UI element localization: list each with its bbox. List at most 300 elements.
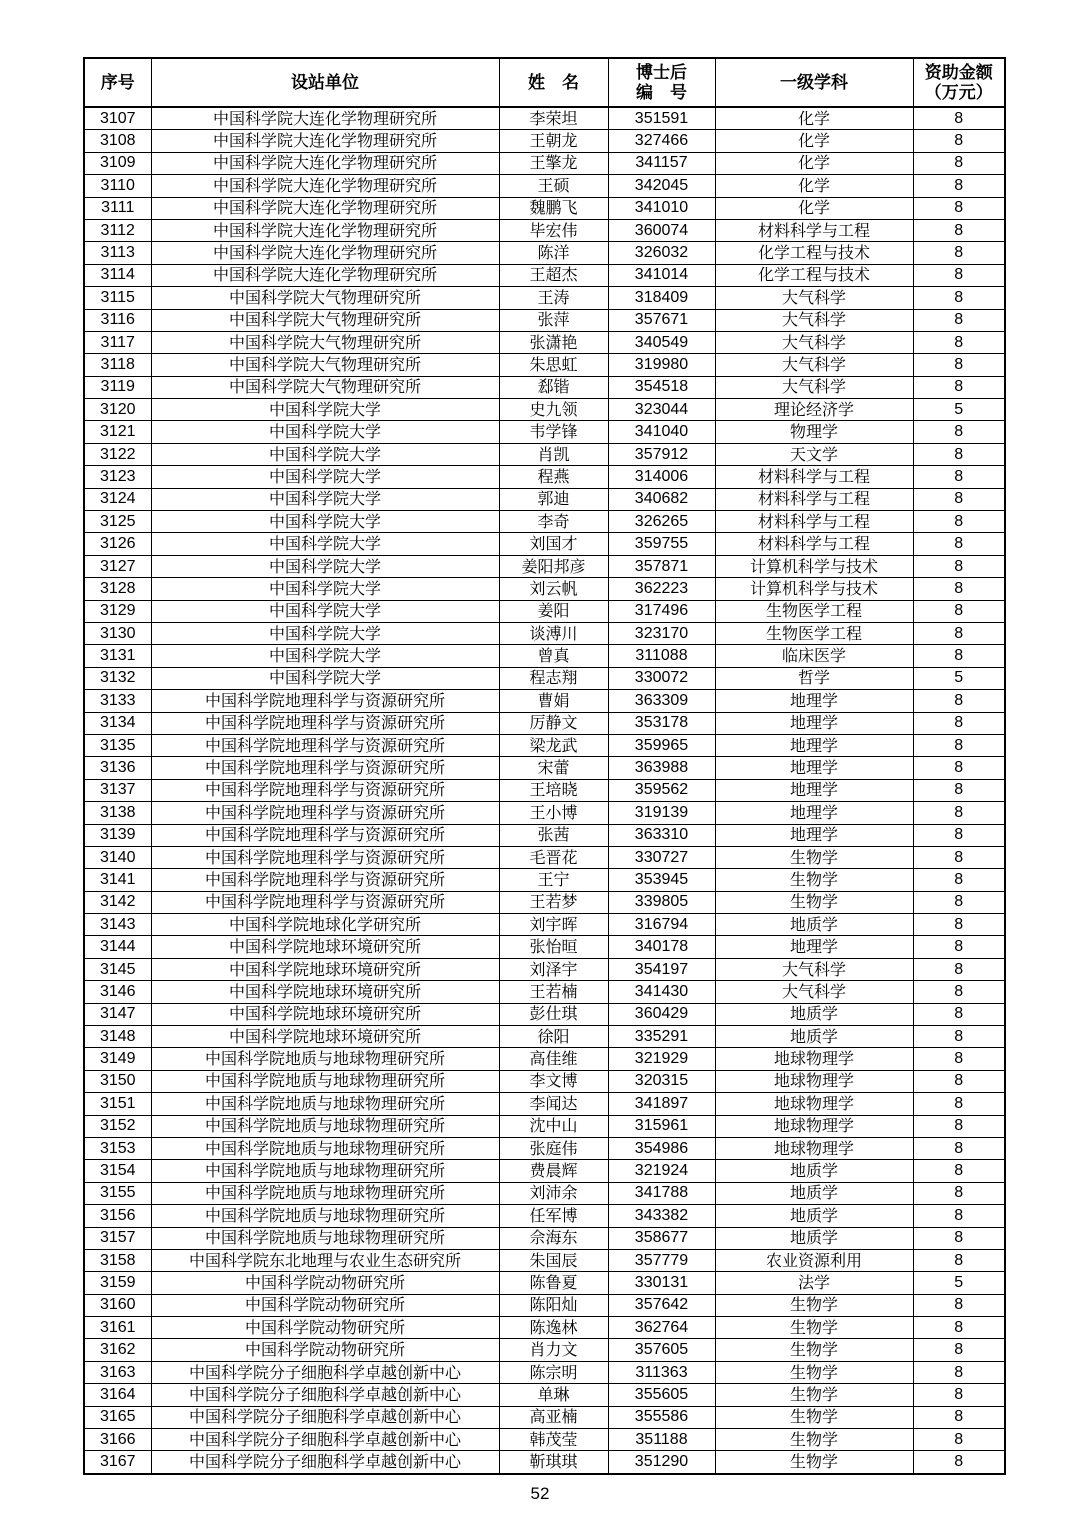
seq-cell: 3122 (84, 443, 151, 465)
discipline-cell: 地球物理学 (715, 1093, 913, 1115)
discipline-cell: 天文学 (715, 443, 913, 465)
unit-cell: 中国科学院地球环境研究所 (151, 1003, 499, 1025)
discipline-cell: 地质学 (715, 1205, 913, 1227)
discipline-cell: 地理学 (715, 734, 913, 756)
postdoc-id-cell: 363309 (608, 690, 715, 712)
header-name: 姓 名 (499, 58, 608, 107)
postdoc-id-cell: 351188 (608, 1429, 715, 1451)
unit-cell: 中国科学院动物研究所 (151, 1294, 499, 1316)
postdoc-id-cell: 340178 (608, 936, 715, 958)
unit-cell: 中国科学院地理科学与资源研究所 (151, 757, 499, 779)
name-cell: 王宁 (499, 869, 608, 891)
unit-cell: 中国科学院地理科学与资源研究所 (151, 846, 499, 868)
seq-cell: 3117 (84, 331, 151, 353)
seq-cell: 3123 (84, 466, 151, 488)
funding-cell: 8 (913, 1384, 1005, 1406)
unit-cell: 中国科学院动物研究所 (151, 1317, 499, 1339)
seq-cell: 3107 (84, 107, 151, 130)
unit-cell: 中国科学院大学 (151, 443, 499, 465)
name-cell: 程志翔 (499, 667, 608, 689)
postdoc-id-cell: 357605 (608, 1339, 715, 1361)
postdoc-id-cell: 326265 (608, 511, 715, 533)
seq-cell: 3127 (84, 555, 151, 577)
unit-cell: 中国科学院大学 (151, 488, 499, 510)
unit-cell: 中国科学院地球化学研究所 (151, 914, 499, 936)
postdoc-id-cell: 341010 (608, 197, 715, 219)
funding-cell: 8 (913, 891, 1005, 913)
seq-cell: 3139 (84, 824, 151, 846)
table-row (84, 1429, 1005, 1451)
name-cell: 靳琪琪 (499, 1451, 608, 1474)
discipline-cell: 生物学 (715, 846, 913, 868)
postdoc-id-cell: 359965 (608, 734, 715, 756)
postdoc-id-cell: 314006 (608, 466, 715, 488)
unit-cell: 中国科学院分子细胞科学卓越创新中心 (151, 1406, 499, 1428)
name-cell: 陈鲁夏 (499, 1272, 608, 1294)
table-row (84, 690, 1005, 712)
unit-cell: 中国科学院大连化学物理研究所 (151, 175, 499, 197)
name-cell: 单琳 (499, 1384, 608, 1406)
unit-cell: 中国科学院大学 (151, 555, 499, 577)
discipline-cell: 生物医学工程 (715, 622, 913, 644)
seq-cell: 3140 (84, 846, 151, 868)
postdoc-id-cell: 359562 (608, 779, 715, 801)
discipline-cell: 生物学 (715, 1317, 913, 1339)
postdoc-id-cell: 359755 (608, 533, 715, 555)
postdoc-id-cell: 341788 (608, 1182, 715, 1204)
discipline-cell: 地质学 (715, 1182, 913, 1204)
discipline-cell: 化学 (715, 130, 913, 152)
table-row (84, 734, 1005, 756)
name-cell: 刘国才 (499, 533, 608, 555)
funding-cell: 8 (913, 645, 1005, 667)
table-row (84, 466, 1005, 488)
seq-cell: 3141 (84, 869, 151, 891)
discipline-cell: 计算机科学与技术 (715, 555, 913, 577)
table-row (84, 309, 1005, 331)
table-row (84, 399, 1005, 421)
unit-cell: 中国科学院地理科学与资源研究所 (151, 891, 499, 913)
unit-cell: 中国科学院分子细胞科学卓越创新中心 (151, 1384, 499, 1406)
seq-cell: 3163 (84, 1361, 151, 1383)
discipline-cell: 临床医学 (715, 645, 913, 667)
table-row (84, 264, 1005, 286)
seq-cell: 3153 (84, 1137, 151, 1159)
table-row (84, 578, 1005, 600)
unit-cell: 中国科学院大气物理研究所 (151, 287, 499, 309)
name-cell: 王涛 (499, 287, 608, 309)
discipline-cell: 生物学 (715, 1361, 913, 1383)
unit-cell: 中国科学院大连化学物理研究所 (151, 130, 499, 152)
seq-cell: 3108 (84, 130, 151, 152)
table-row (84, 1406, 1005, 1428)
table-row (84, 757, 1005, 779)
discipline-cell: 生物医学工程 (715, 600, 913, 622)
funding-cell: 8 (913, 152, 1005, 174)
funding-cell: 8 (913, 264, 1005, 286)
name-cell: 刘云帆 (499, 578, 608, 600)
postdoc-id-cell: 340682 (608, 488, 715, 510)
seq-cell: 3113 (84, 242, 151, 264)
seq-cell: 3133 (84, 690, 151, 712)
funding-cell: 8 (913, 287, 1005, 309)
funding-cell: 8 (913, 1339, 1005, 1361)
discipline-cell: 化学 (715, 107, 913, 130)
name-cell: 朱思虹 (499, 354, 608, 376)
discipline-cell: 地理学 (715, 712, 913, 734)
discipline-cell: 地球物理学 (715, 1137, 913, 1159)
seq-cell: 3112 (84, 219, 151, 241)
discipline-cell: 生物学 (715, 1429, 913, 1451)
postdoc-id-cell: 341157 (608, 152, 715, 174)
name-cell: 史九领 (499, 399, 608, 421)
discipline-cell: 地理学 (715, 757, 913, 779)
table-row (84, 891, 1005, 913)
discipline-cell: 地球物理学 (715, 1115, 913, 1137)
name-cell: 郭迪 (499, 488, 608, 510)
funding-cell: 8 (913, 757, 1005, 779)
postdoc-id-cell: 343382 (608, 1205, 715, 1227)
funding-cell: 8 (913, 1026, 1005, 1048)
name-cell: 宋蕾 (499, 757, 608, 779)
name-cell: 韩茂莹 (499, 1429, 608, 1451)
name-cell: 王培晓 (499, 779, 608, 801)
table-row (84, 1317, 1005, 1339)
header-seq: 序号 (84, 58, 151, 107)
table-row (84, 846, 1005, 868)
name-cell: 毕宏伟 (499, 219, 608, 241)
funding-cell: 8 (913, 555, 1005, 577)
discipline-cell: 材料科学与工程 (715, 533, 913, 555)
name-cell: 陈逸林 (499, 1317, 608, 1339)
seq-cell: 3166 (84, 1429, 151, 1451)
funding-cell: 8 (913, 1137, 1005, 1159)
table-row (84, 1070, 1005, 1092)
seq-cell: 3111 (84, 197, 151, 219)
seq-cell: 3148 (84, 1026, 151, 1048)
postdoc-id-cell: 355605 (608, 1384, 715, 1406)
name-cell: 陈宗明 (499, 1361, 608, 1383)
name-cell: 刘宇晖 (499, 914, 608, 936)
funding-cell: 8 (913, 1249, 1005, 1271)
funding-cell: 5 (913, 667, 1005, 689)
header-discipline: 一级学科 (715, 58, 913, 107)
table-row (84, 1249, 1005, 1271)
name-cell: 曾真 (499, 645, 608, 667)
postdoc-id-cell: 341014 (608, 264, 715, 286)
name-cell: 王若梦 (499, 891, 608, 913)
unit-cell: 中国科学院大连化学物理研究所 (151, 264, 499, 286)
name-cell: 毛晋花 (499, 846, 608, 868)
discipline-cell: 材料科学与工程 (715, 488, 913, 510)
unit-cell: 中国科学院大气物理研究所 (151, 309, 499, 331)
postdoc-id-cell: 323170 (608, 622, 715, 644)
discipline-cell: 物理学 (715, 421, 913, 443)
table-row (84, 869, 1005, 891)
unit-cell: 中国科学院大学 (151, 533, 499, 555)
seq-cell: 3128 (84, 578, 151, 600)
name-cell: 张茜 (499, 824, 608, 846)
seq-cell: 3110 (84, 175, 151, 197)
table-row (84, 1384, 1005, 1406)
name-cell: 陈洋 (499, 242, 608, 264)
postdoc-id-cell: 342045 (608, 175, 715, 197)
postdoc-id-cell: 330727 (608, 846, 715, 868)
name-cell: 肖力文 (499, 1339, 608, 1361)
seq-cell: 3149 (84, 1048, 151, 1070)
discipline-cell: 地理学 (715, 936, 913, 958)
header-funding (913, 58, 1005, 107)
unit-cell: 中国科学院大学 (151, 399, 499, 421)
seq-cell: 3154 (84, 1160, 151, 1182)
postdoc-id-cell: 354518 (608, 376, 715, 398)
funding-cell: 8 (913, 802, 1005, 824)
unit-cell: 中国科学院分子细胞科学卓越创新中心 (151, 1429, 499, 1451)
funding-cell: 8 (913, 175, 1005, 197)
name-cell: 沈中山 (499, 1115, 608, 1137)
unit-cell: 中国科学院地球环境研究所 (151, 958, 499, 980)
seq-cell: 3160 (84, 1294, 151, 1316)
unit-cell: 中国科学院地理科学与资源研究所 (151, 734, 499, 756)
seq-cell: 3115 (84, 287, 151, 309)
name-cell: 梁龙武 (499, 734, 608, 756)
funding-cell: 8 (913, 443, 1005, 465)
funding-cell: 8 (913, 1160, 1005, 1182)
postdoc-id-cell: 340549 (608, 331, 715, 353)
unit-cell: 中国科学院分子细胞科学卓越创新中心 (151, 1361, 499, 1383)
table-row (84, 488, 1005, 510)
funding-cell: 8 (913, 1361, 1005, 1383)
unit-cell: 中国科学院大学 (151, 578, 499, 600)
unit-cell: 中国科学院地质与地球物理研究所 (151, 1070, 499, 1092)
discipline-cell: 哲学 (715, 667, 913, 689)
name-cell: 张萍 (499, 309, 608, 331)
postdoc-id-cell: 320315 (608, 1070, 715, 1092)
discipline-cell: 材料科学与工程 (715, 511, 913, 533)
funding-cell: 8 (913, 622, 1005, 644)
unit-cell: 中国科学院大气物理研究所 (151, 376, 499, 398)
name-cell: 姜阳邦彦 (499, 555, 608, 577)
table-row (84, 1361, 1005, 1383)
name-cell: 厉静文 (499, 712, 608, 734)
table-row (84, 914, 1005, 936)
header-funding-line2: （万元） (924, 82, 993, 103)
discipline-cell: 地球物理学 (715, 1070, 913, 1092)
discipline-cell: 大气科学 (715, 354, 913, 376)
discipline-cell: 计算机科学与技术 (715, 578, 913, 600)
page-number: 52 (530, 1484, 550, 1503)
table-row (84, 175, 1005, 197)
funding-cell: 8 (913, 197, 1005, 219)
table-row (84, 1093, 1005, 1115)
discipline-cell: 化学 (715, 197, 913, 219)
unit-cell: 中国科学院地质与地球物理研究所 (151, 1182, 499, 1204)
header-funding-line1: 资助金额 (924, 62, 993, 83)
postdoc-id-cell: 327466 (608, 130, 715, 152)
funding-cell: 8 (913, 690, 1005, 712)
name-cell: 李文博 (499, 1070, 608, 1092)
table-row (84, 936, 1005, 958)
seq-cell: 3131 (84, 645, 151, 667)
discipline-cell: 地质学 (715, 914, 913, 936)
postdoc-id-cell: 341897 (608, 1093, 715, 1115)
table-row (84, 533, 1005, 555)
header-postdoc-id (608, 58, 715, 107)
seq-cell: 3124 (84, 488, 151, 510)
postdoc-id-cell: 319980 (608, 354, 715, 376)
seq-cell: 3155 (84, 1182, 151, 1204)
funding-cell: 5 (913, 1272, 1005, 1294)
funding-cell: 8 (913, 1115, 1005, 1137)
unit-cell: 中国科学院地理科学与资源研究所 (151, 869, 499, 891)
seq-cell: 3159 (84, 1272, 151, 1294)
unit-cell: 中国科学院地质与地球物理研究所 (151, 1093, 499, 1115)
discipline-cell: 地质学 (715, 1160, 913, 1182)
table-row (84, 331, 1005, 353)
postdoc-id-cell: 357779 (608, 1249, 715, 1271)
unit-cell: 中国科学院大连化学物理研究所 (151, 152, 499, 174)
postdoc-id-cell: 335291 (608, 1026, 715, 1048)
table-row (84, 1272, 1005, 1294)
table-row (84, 1115, 1005, 1137)
postdoc-id-cell: 321924 (608, 1160, 715, 1182)
funding-cell: 8 (913, 981, 1005, 1003)
unit-cell: 中国科学院地理科学与资源研究所 (151, 712, 499, 734)
postdoc-id-cell: 354197 (608, 958, 715, 980)
header-postdoc-id-line2: 编 号 (636, 82, 687, 103)
seq-cell: 3167 (84, 1451, 151, 1474)
postdoc-id-cell: 311363 (608, 1361, 715, 1383)
seq-cell: 3143 (84, 914, 151, 936)
funding-cell: 8 (913, 130, 1005, 152)
funding-cell: 8 (913, 1429, 1005, 1451)
table-row (84, 421, 1005, 443)
unit-cell: 中国科学院地理科学与资源研究所 (151, 802, 499, 824)
seq-cell: 3119 (84, 376, 151, 398)
name-cell: 王超杰 (499, 264, 608, 286)
seq-cell: 3165 (84, 1406, 151, 1428)
funding-cell: 5 (913, 399, 1005, 421)
name-cell: 王硕 (499, 175, 608, 197)
funding-cell: 8 (913, 1182, 1005, 1204)
name-cell: 彭仕琪 (499, 1003, 608, 1025)
seq-cell: 3137 (84, 779, 151, 801)
postdoc-id-cell: 357912 (608, 443, 715, 465)
discipline-cell: 地理学 (715, 779, 913, 801)
table-row (84, 152, 1005, 174)
table-row (84, 1339, 1005, 1361)
discipline-cell: 大气科学 (715, 376, 913, 398)
seq-cell: 3164 (84, 1384, 151, 1406)
seq-cell: 3138 (84, 802, 151, 824)
seq-cell: 3134 (84, 712, 151, 734)
funding-cell: 8 (913, 936, 1005, 958)
funding-cell: 8 (913, 309, 1005, 331)
funding-cell: 8 (913, 533, 1005, 555)
funding-cell: 8 (913, 578, 1005, 600)
name-cell: 王若楠 (499, 981, 608, 1003)
postdoc-id-cell: 317496 (608, 600, 715, 622)
unit-cell: 中国科学院大连化学物理研究所 (151, 242, 499, 264)
funding-cell: 8 (913, 734, 1005, 756)
postdoc-id-cell: 339805 (608, 891, 715, 913)
postdoc-id-cell: 357671 (608, 309, 715, 331)
funding-table (83, 57, 1006, 1475)
funding-cell: 8 (913, 958, 1005, 980)
seq-cell: 3162 (84, 1339, 151, 1361)
seq-cell: 3130 (84, 622, 151, 644)
name-cell: 任军博 (499, 1205, 608, 1227)
seq-cell: 3125 (84, 511, 151, 533)
seq-cell: 3109 (84, 152, 151, 174)
postdoc-id-cell: 319139 (608, 802, 715, 824)
table-row (84, 1160, 1005, 1182)
unit-cell: 中国科学院大学 (151, 667, 499, 689)
discipline-cell: 材料科学与工程 (715, 466, 913, 488)
discipline-cell: 法学 (715, 1272, 913, 1294)
funding-cell: 8 (913, 331, 1005, 353)
discipline-cell: 大气科学 (715, 958, 913, 980)
table-row (84, 824, 1005, 846)
name-cell: 高亚楠 (499, 1406, 608, 1428)
postdoc-id-cell: 351290 (608, 1451, 715, 1474)
seq-cell: 3120 (84, 399, 151, 421)
postdoc-id-cell: 316794 (608, 914, 715, 936)
seq-cell: 3161 (84, 1317, 151, 1339)
name-cell: 朱国辰 (499, 1249, 608, 1271)
postdoc-id-cell: 321929 (608, 1048, 715, 1070)
table-row (84, 354, 1005, 376)
table-row (84, 1137, 1005, 1159)
postdoc-id-cell: 360074 (608, 219, 715, 241)
discipline-cell: 生物学 (715, 1451, 913, 1474)
funding-cell: 8 (913, 466, 1005, 488)
unit-cell: 中国科学院地质与地球物理研究所 (151, 1137, 499, 1159)
table-row (84, 1003, 1005, 1025)
unit-cell: 中国科学院地质与地球物理研究所 (151, 1205, 499, 1227)
name-cell: 张潇艳 (499, 331, 608, 353)
name-cell: 徐阳 (499, 1026, 608, 1048)
name-cell: 刘沛余 (499, 1182, 608, 1204)
postdoc-id-cell: 330131 (608, 1272, 715, 1294)
header-unit: 设站单位 (151, 58, 499, 107)
funding-cell: 8 (913, 1205, 1005, 1227)
funding-cell: 8 (913, 824, 1005, 846)
funding-cell: 8 (913, 914, 1005, 936)
discipline-cell: 化学工程与技术 (715, 264, 913, 286)
funding-cell: 8 (913, 1227, 1005, 1249)
funding-cell: 8 (913, 846, 1005, 868)
header-postdoc-id-line1: 博士后 (636, 62, 687, 83)
name-cell: 程燕 (499, 466, 608, 488)
funding-cell: 8 (913, 511, 1005, 533)
discipline-cell: 生物学 (715, 1294, 913, 1316)
discipline-cell: 大气科学 (715, 981, 913, 1003)
discipline-cell: 地质学 (715, 1227, 913, 1249)
unit-cell: 中国科学院地质与地球物理研究所 (151, 1160, 499, 1182)
name-cell: 刘泽宇 (499, 958, 608, 980)
name-cell: 韦学锋 (499, 421, 608, 443)
discipline-cell: 化学工程与技术 (715, 242, 913, 264)
table-row (84, 511, 1005, 533)
seq-cell: 3147 (84, 1003, 151, 1025)
unit-cell: 中国科学院地球环境研究所 (151, 936, 499, 958)
discipline-cell: 生物学 (715, 1339, 913, 1361)
funding-cell: 8 (913, 1070, 1005, 1092)
unit-cell: 中国科学院大学 (151, 600, 499, 622)
discipline-cell: 地质学 (715, 1026, 913, 1048)
discipline-cell: 材料科学与工程 (715, 219, 913, 241)
